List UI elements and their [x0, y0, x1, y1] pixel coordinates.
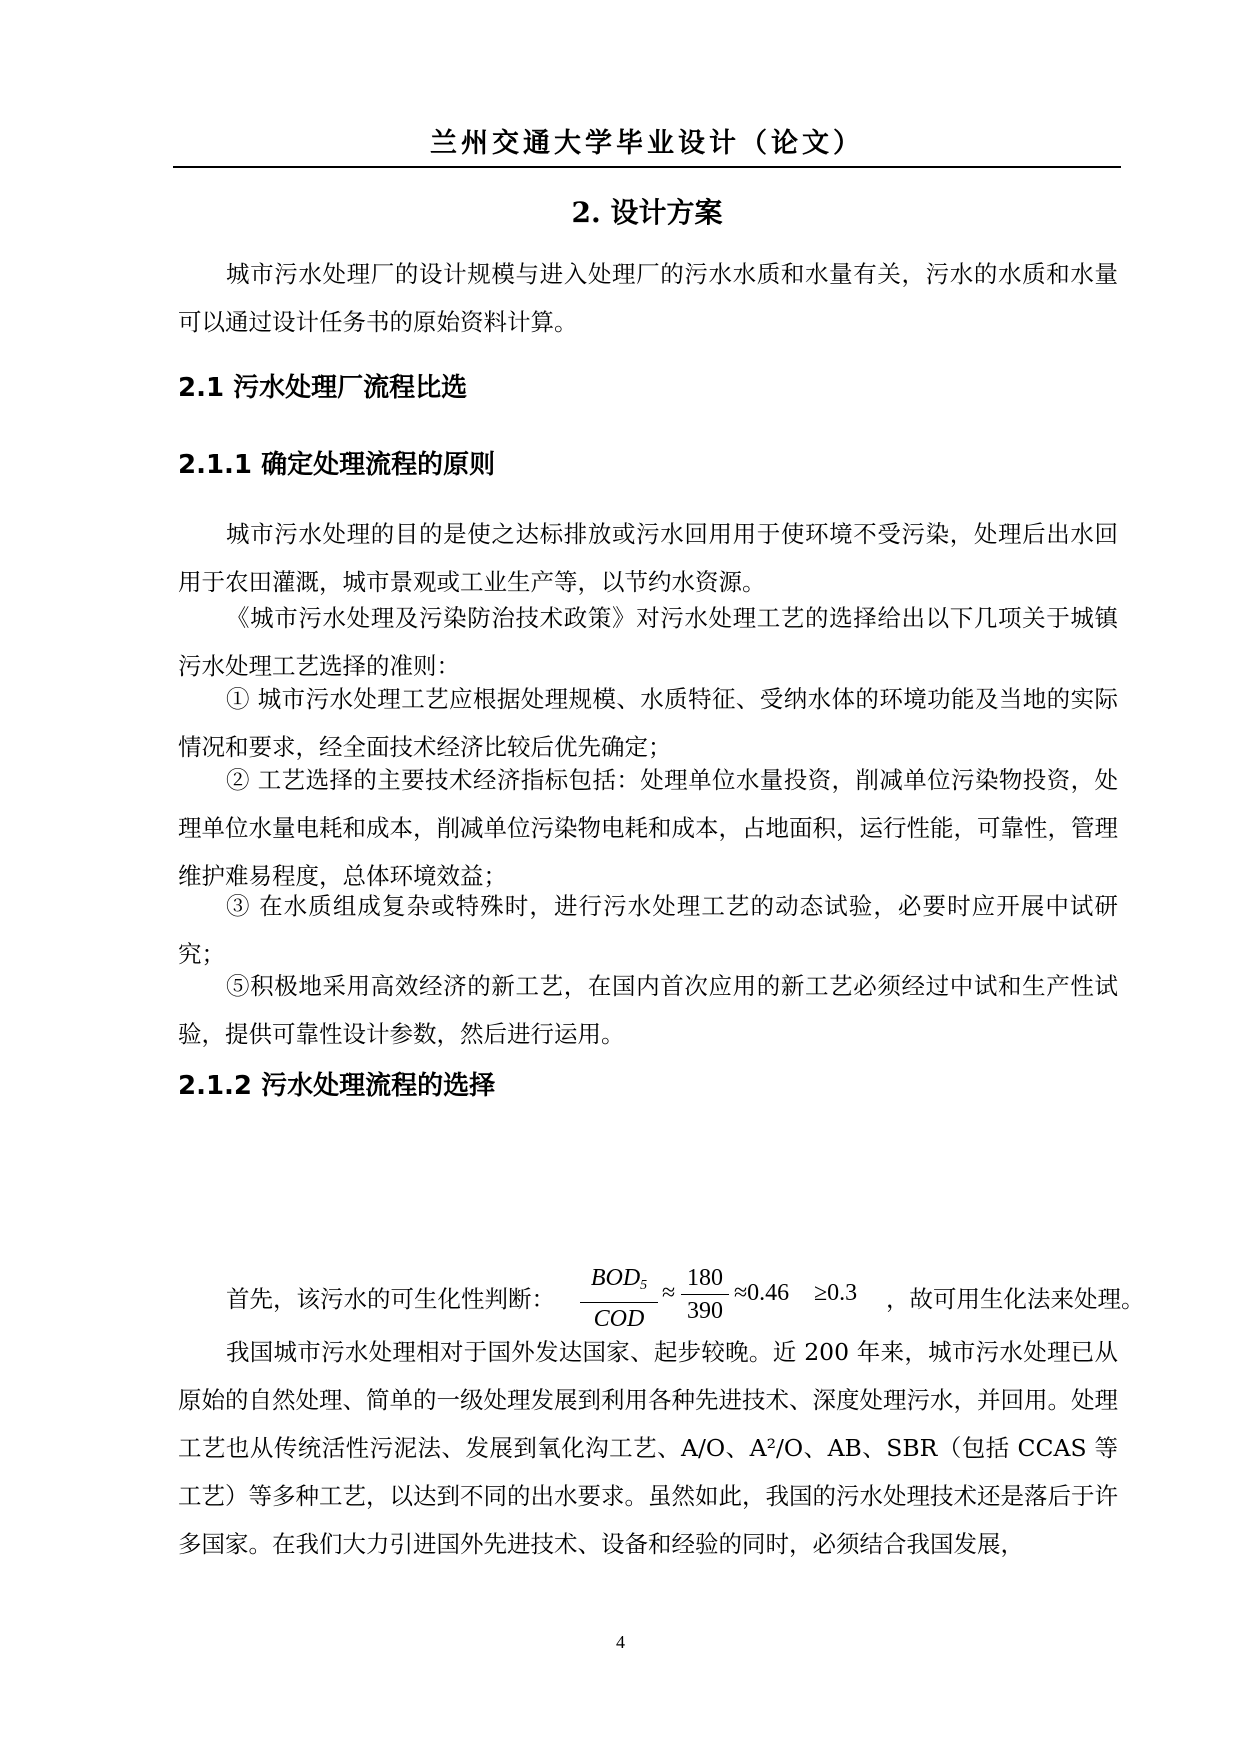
section-heading-2-1: 2.1 污水处理厂流程比选 — [178, 373, 468, 403]
formula-trailing-text: ，故可用生化法来处理。 — [886, 1285, 1145, 1313]
criterion-item: ③ 在水质组成复杂或特殊时，进行污水处理工艺的动态试验，必要时应开展中试研究； — [178, 892, 1118, 968]
running-header: 兰州交通大学毕业设计（论文） — [430, 128, 864, 159]
numerator-subscript: 5 — [640, 1278, 648, 1293]
header-rule — [173, 166, 1121, 168]
paragraph-development: 我国城市污水处理相对于国外发达国家、起步较晚。近 200 年来，城市污水处理已从原始的自然处理、简单的一级处理发展到利用各种先进技术、深度处理污水，并回用。处理工艺也从传统活性污泥法、发展到氧化沟工艺、A/O、A²/O、AB、SBR（包括 CCAS 等工艺）等多种工艺，以达到不同的出水要求。虽然如此，我国的污水处理技术还是落后于许多国家。在我们大力引进国外先进技术、设备和经验的同时，必须结合我国发展， — [178, 1338, 1118, 1558]
ratio-result: ≈0.46 — [734, 1280, 790, 1306]
section-heading-2-1-1: 2.1.1 确定处理流程的原则 — [178, 450, 496, 480]
paragraph-policy: 《城市污水处理及污染防治技术政策》对污水处理工艺的选择给出以下几项关于城镇污水处理工艺选择的准则： — [178, 604, 1118, 680]
criterion-item: ⑤积极地采用高效经济的新工艺，在国内首次应用的新工艺必须经过中试和生产性试验，提供可靠性设计参数，然后进行运用。 — [178, 972, 1118, 1048]
ratio-fraction — [580, 1262, 658, 1335]
criterion-item: ① 城市污水处理工艺应根据处理规模、水质特征、受纳水体的环境功能及当地的实际情况和要求，经全面技术经济比较后优先确定； — [178, 685, 1118, 761]
paragraph-purpose: 城市污水处理的目的是使之达标排放或污水回用用于使环境不受污染，处理后出水回用于农田灌溉，城市景观或工业生产等，以节约水资源。 — [178, 520, 1118, 596]
page-number: 4 — [616, 1632, 625, 1652]
biodegradability-formula — [178, 1262, 1145, 1332]
threshold-comparison: ≥0.3 — [814, 1280, 858, 1306]
intro-paragraph: 城市污水处理厂的设计规模与进入处理厂的污水水质和水量有关，污水的水质和水量可以通过设计任务书的原始资料计算。 — [178, 260, 1118, 336]
criterion-item: ② 工艺选择的主要技术经济指标包括：处理单位水量投资，削减单位污染物投资，处理单位水量电耗和成本，削减单位污染物电耗和成本，占地面积，运行性能，可靠性，管理维护难易程度，总体环境效益； — [178, 766, 1118, 890]
fraction-numerator: $BOD_5$ — [590, 1265, 648, 1293]
approx-sign: ≈ — [662, 1280, 676, 1306]
formula-lead-text: 首先，该污水的可生化性判断： — [226, 1285, 555, 1313]
value-numerator: 180 — [687, 1265, 723, 1291]
value-denominator: 390 — [687, 1298, 723, 1324]
value-fraction — [681, 1262, 729, 1327]
fraction-denominator: COD — [593, 1306, 645, 1332]
chapter-title: 2. 设计方案 — [571, 196, 723, 229]
section-heading-2-1-2: 2.1.2 污水处理流程的选择 — [178, 1071, 496, 1101]
